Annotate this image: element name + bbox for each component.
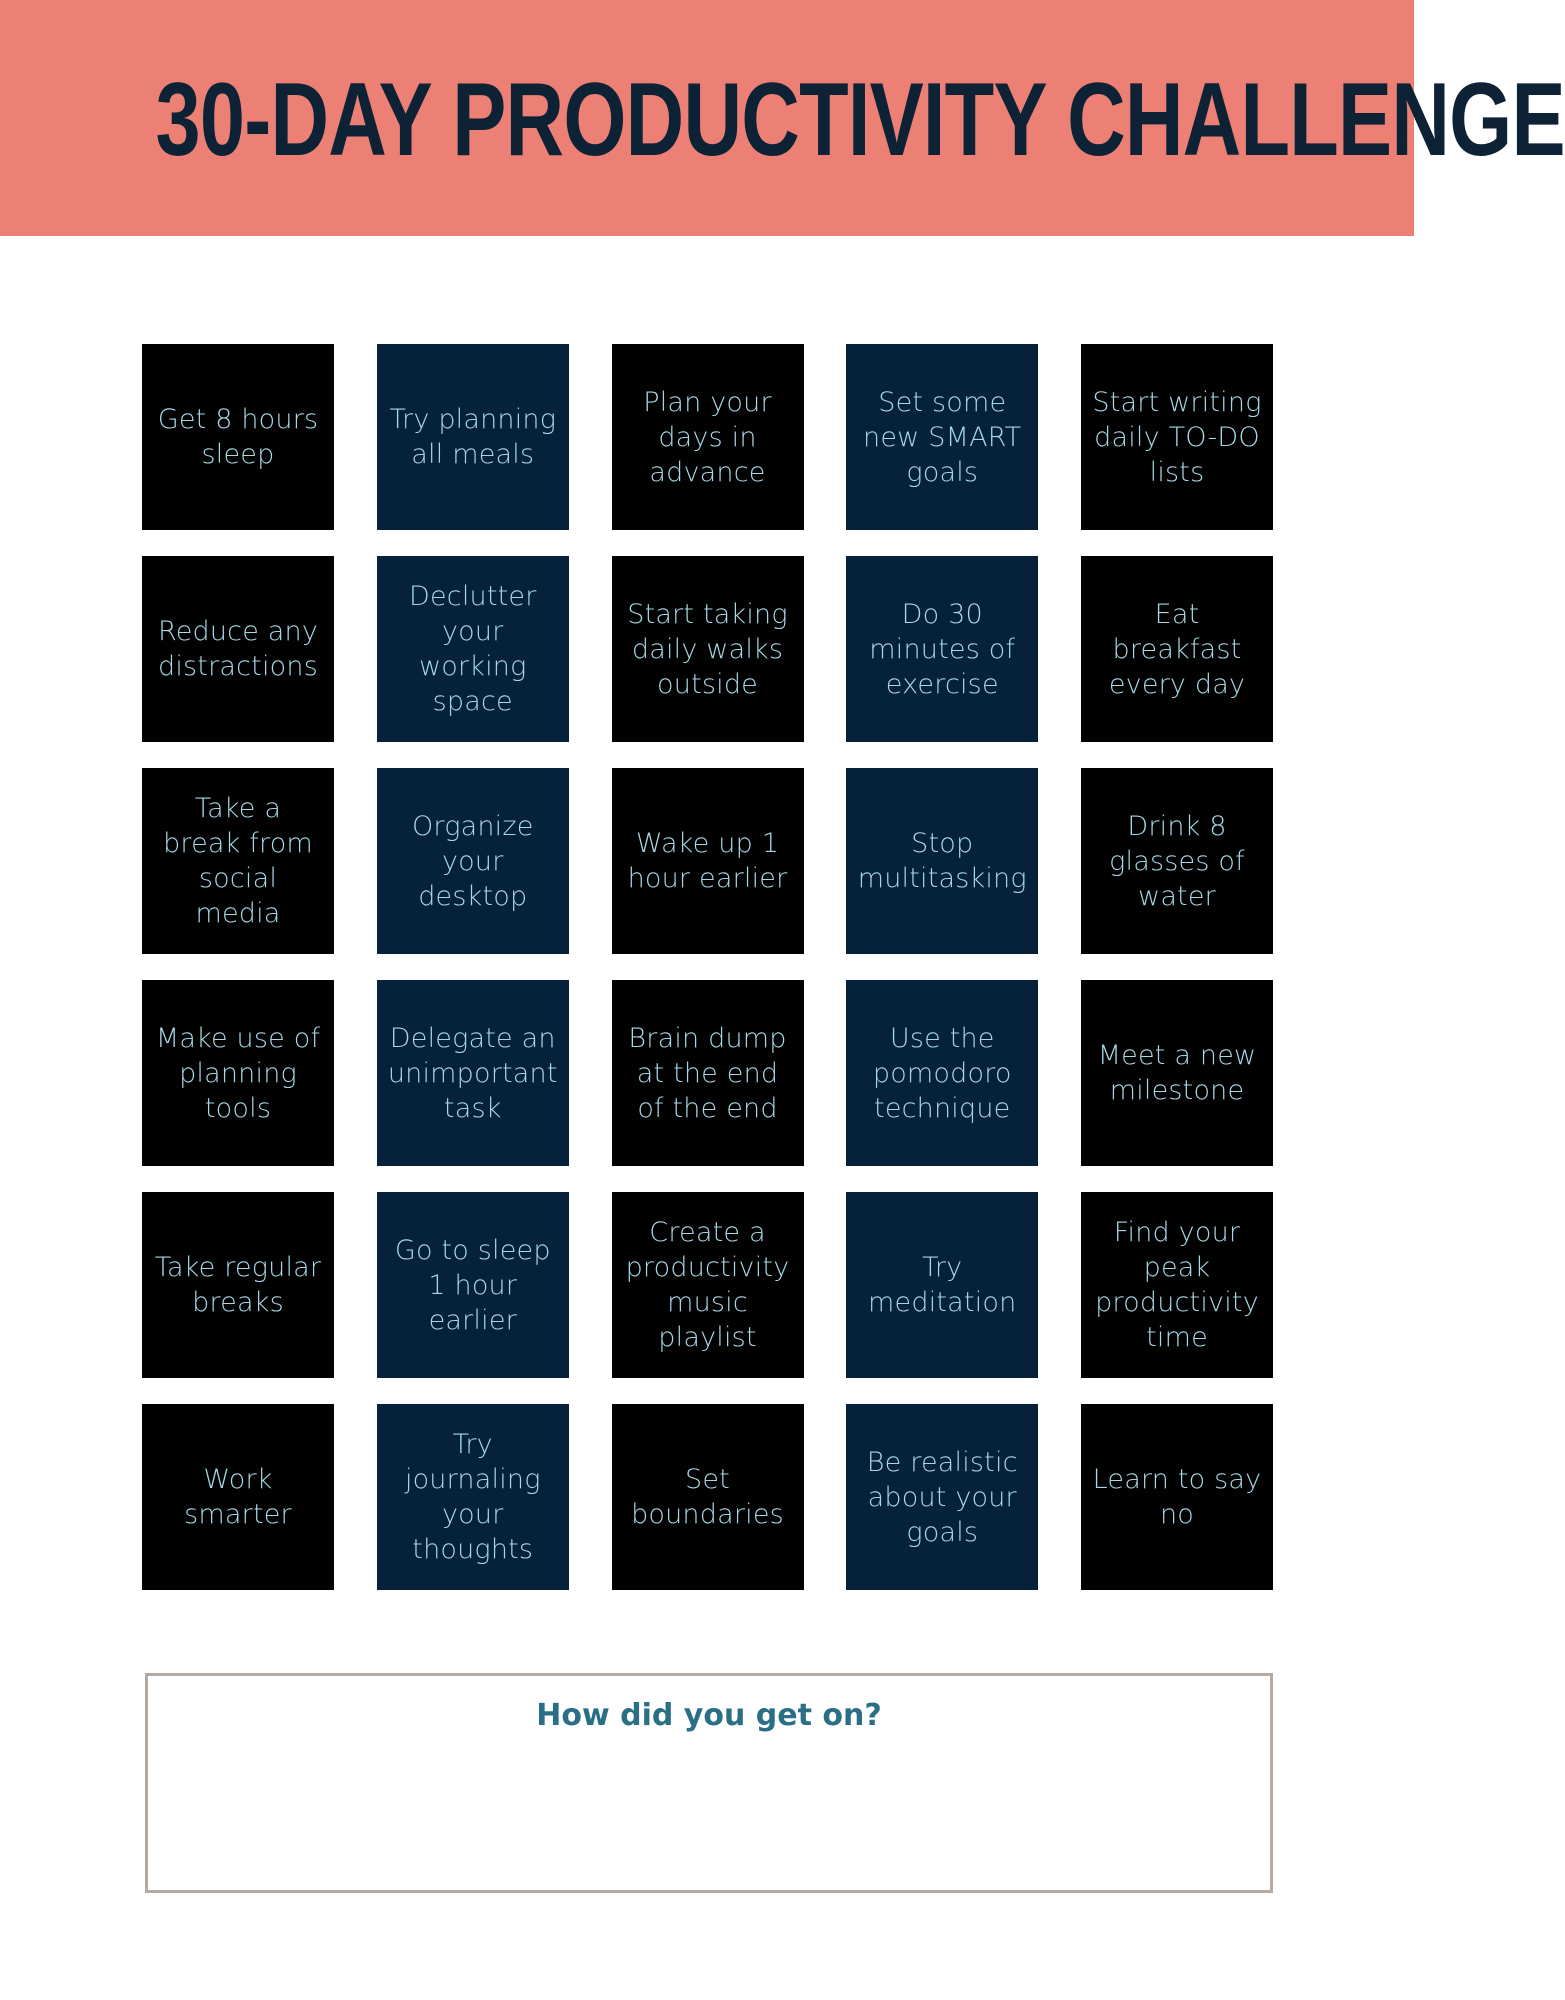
- challenge-text: Try planning all meals: [389, 404, 557, 470]
- challenge-text: Be realistic about your goals: [866, 1446, 1018, 1548]
- challenge-tile: [612, 556, 804, 742]
- challenge-text: Delegate an unimportant task: [387, 1022, 558, 1124]
- challenge-tile: [142, 344, 334, 530]
- challenge-tile: [377, 980, 569, 1166]
- challenge-tile: [846, 1404, 1038, 1590]
- challenge-text: Meet a new milestone: [1097, 1040, 1257, 1106]
- challenge-tile: [142, 1404, 334, 1590]
- challenge-text: Learn to say no: [1092, 1464, 1262, 1530]
- challenge-tile: [1081, 344, 1273, 530]
- challenge-text: Take regular breaks: [154, 1252, 322, 1318]
- challenge-text: Declutter your working space: [408, 581, 537, 717]
- challenge-text: Create a productivity music playlist: [625, 1217, 790, 1353]
- challenge-text: Reduce any distractions: [157, 616, 319, 682]
- challenge-tile: [142, 768, 334, 954]
- challenge-tile: [142, 1192, 334, 1378]
- challenge-text: Stop multitasking: [857, 828, 1027, 894]
- challenge-text: Try meditation: [868, 1252, 1017, 1318]
- challenge-text: Take a break from social media: [163, 793, 313, 929]
- challenge-tile: [377, 1404, 569, 1590]
- challenge-text: Go to sleep 1 hour earlier: [394, 1234, 551, 1336]
- challenge-text: Organize your desktop: [411, 810, 534, 912]
- challenge-tile: [142, 980, 334, 1166]
- challenge-tile: [377, 768, 569, 954]
- challenge-tile: [1081, 1404, 1273, 1590]
- challenge-text: Set boundaries: [631, 1464, 784, 1530]
- challenge-text: Plan your days in advance: [643, 386, 772, 488]
- challenge-tile: [846, 768, 1038, 954]
- challenge-tile: [846, 1192, 1038, 1378]
- challenge-text: Make use of planning tools: [155, 1022, 321, 1124]
- challenge-tile: [142, 556, 334, 742]
- challenge-tile: [846, 344, 1038, 530]
- challenge-tile: [377, 1192, 569, 1378]
- challenge-tile: [612, 344, 804, 530]
- challenge-tile: [846, 556, 1038, 742]
- challenge-tile: [1081, 980, 1273, 1166]
- challenge-text: Start taking daily walks outside: [627, 598, 788, 700]
- challenge-text: Use the pomodoro technique: [872, 1022, 1012, 1124]
- challenge-grid: [142, 344, 1273, 1590]
- challenge-text: Find your peak productivity time: [1095, 1217, 1259, 1353]
- reflection-prompt: How did you get on?: [536, 1698, 882, 1733]
- challenge-tile: [612, 1192, 804, 1378]
- challenge-text: Eat breakfast every day: [1108, 598, 1246, 700]
- challenge-tile: [1081, 1192, 1273, 1378]
- challenge-text: Work smarter: [184, 1464, 292, 1530]
- challenge-tile: [612, 768, 804, 954]
- challenge-text: Get 8 hours sleep: [157, 404, 319, 470]
- challenge-text: Drink 8 glasses of water: [1109, 810, 1245, 912]
- challenge-text: Start writing daily TO-DO lists: [1092, 386, 1262, 488]
- challenge-tile: [377, 344, 569, 530]
- challenge-tile: [1081, 768, 1273, 954]
- reflection-box[interactable]: [145, 1673, 1273, 1893]
- challenge-text: Wake up 1 hour earlier: [627, 828, 788, 894]
- challenge-tile: [1081, 556, 1273, 742]
- challenge-text: Do 30 minutes of exercise: [869, 598, 1016, 700]
- challenge-tile: [612, 1404, 804, 1590]
- header-banner: [0, 0, 1565, 236]
- challenge-text: Try journaling your thoughts: [404, 1429, 541, 1565]
- challenge-tile: [846, 980, 1038, 1166]
- challenge-text: Set some new SMART goals: [863, 386, 1022, 488]
- challenge-tile: [377, 556, 569, 742]
- challenge-text: Brain dump at the end of the end: [628, 1022, 787, 1124]
- challenge-tile: [612, 980, 804, 1166]
- page-title: 30-DAY PRODUCTIVITY CHALLENGE: [155, 62, 1565, 178]
